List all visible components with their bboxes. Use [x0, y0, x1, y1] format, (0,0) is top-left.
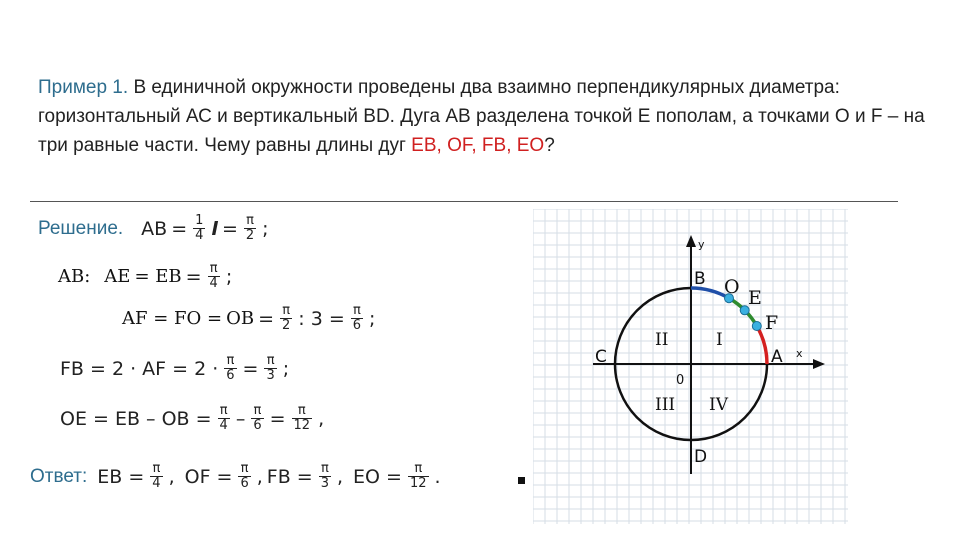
line5-op: –: [235, 407, 246, 430]
y-axis-label: y: [698, 238, 705, 251]
answer-1-frac: $\frac{\pi}{6}$: [240, 461, 249, 491]
line5-frac-3: $\frac{\pi}{12}$: [293, 403, 311, 433]
origin-label: 0: [676, 373, 685, 388]
label-o: O: [724, 276, 740, 298]
answer-3-frac: $\frac{\pi}{12}$: [409, 461, 427, 491]
line2-frac: $\frac{\pi}{4}$: [209, 261, 218, 291]
line4-frac-1: $\frac{\pi}{6}$: [226, 353, 235, 383]
unit-circle-figure: [533, 209, 848, 524]
answer-3-lhs: EO =: [353, 465, 402, 488]
line5-frac-2: $\frac{\pi}{6}$: [253, 403, 262, 433]
line1-coef: $\frac{1}{4}$: [195, 213, 204, 243]
problem-end: ?: [544, 135, 555, 156]
label-b: B: [694, 269, 706, 289]
line4-end: ;: [282, 357, 290, 380]
quadrant-i: I: [716, 330, 723, 350]
line4-text: FB = 2 · AF = 2 ·: [60, 357, 219, 380]
problem-text: В единичной окружности проведены два взаимно перпендикулярных диаметра: горизонтальный АС и вертикальный BD. Дуга АВ разделена точкой Е пополам, а точками О и F – на три равные части. Чему равны длины дуг: [38, 77, 925, 156]
solution-label: Решение.: [38, 217, 124, 239]
answer-line: Ответ: EB = $\frac{\pi}{4}$ , OF = $\frac{\pi}{6}$ , FB = $\frac{\pi}{3}$ , EO = $\frac{\pi}{12}$ .: [30, 461, 441, 491]
divider: [30, 201, 898, 202]
solution-line-4: FB = 2 · AF = 2 · $\frac{\pi}{6}$ = $\frac{\pi}{3}$ ;: [60, 353, 290, 383]
y-axis-arrow: [686, 235, 696, 247]
label-d: D: [694, 447, 708, 467]
answer-0-frac: $\frac{\pi}{4}$: [152, 461, 161, 491]
bullet-marker: [518, 477, 525, 484]
line1-end: ;: [262, 217, 269, 240]
label-e: E: [748, 287, 762, 309]
line5-frac-1: $\frac{\pi}{4}$: [219, 403, 228, 433]
line3-op: : 3 =: [298, 307, 345, 330]
line2-lhs: AE: [104, 266, 131, 287]
point-f: [752, 322, 761, 331]
quadrant-iv: IV: [709, 395, 728, 415]
line5-text: OE = EB – OB =: [60, 407, 212, 430]
answer-label: Ответ:: [30, 465, 88, 487]
line3-end: ;: [369, 307, 376, 330]
solution-line-3: AF = FO = OB = $\frac{\pi}{2}$ : 3 = $\frac{\pi}{6}$ ;: [122, 303, 376, 333]
line2-end: ;: [225, 265, 233, 288]
line1-frac: $\frac{\pi}{2}$: [245, 213, 255, 243]
line1-lhs: AB: [141, 217, 168, 240]
solution-line-5: OE = EB – OB = $\frac{\pi}{4}$ – $\frac{\pi}{6}$ = $\frac{\pi}{12}$ ,: [60, 403, 325, 433]
answer-2-frac: $\frac{\pi}{3}$: [320, 461, 329, 491]
line2-mid: = EB: [134, 266, 182, 287]
x-axis-label: x: [796, 347, 803, 360]
quadrant-ii: II: [655, 330, 669, 350]
answer-2-lhs: FB =: [266, 465, 313, 488]
problem-statement: [38, 73, 928, 160]
line3-lhs: AF = FO =: [122, 308, 223, 329]
line3-mid: OB: [226, 308, 255, 329]
line3-frac-2: $\frac{\pi}{6}$: [352, 303, 362, 333]
solution-line-1: Решение. AB = $\frac{1}{4}$ l = $\frac{\pi}{2}$ ;: [38, 213, 269, 243]
line2-prefix: AB:: [58, 266, 91, 287]
x-axis-arrow: [813, 359, 825, 369]
line3-frac-1: $\frac{\pi}{2}$: [281, 303, 291, 333]
label-a: A: [771, 347, 783, 367]
example-label: Пример 1.: [38, 77, 129, 98]
line4-frac-2: $\frac{\pi}{3}$: [266, 353, 275, 383]
quadrant-iii: III: [655, 395, 676, 415]
answer-1-lhs: OF =: [184, 465, 233, 488]
label-c: C: [595, 347, 607, 367]
line1-var: l: [211, 217, 218, 240]
label-f: F: [765, 312, 779, 334]
line5-end: ,: [318, 407, 325, 430]
answer-0-lhs: EB =: [97, 465, 145, 488]
problem-highlight: EB, OF, FB, EO: [411, 135, 545, 156]
solution-line-2: AB: AE = EB = $\frac{\pi}{4}$ ;: [58, 261, 233, 291]
